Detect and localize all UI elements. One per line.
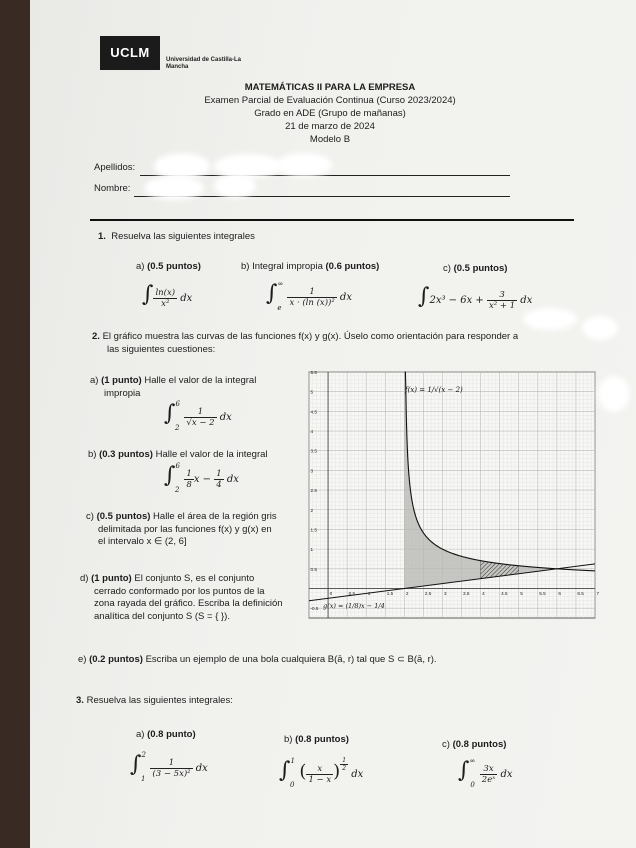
function-chart bbox=[309, 370, 600, 618]
exam-date: 21 de marzo de 2024 bbox=[285, 121, 375, 132]
exam-sheet bbox=[30, 0, 636, 848]
exam-title: MATEMÁTICAS II PARA LA EMPRESA bbox=[244, 82, 416, 93]
uclm-logo: UCLM bbox=[100, 36, 160, 70]
q1a-label: a) (0.5 puntos) bbox=[136, 261, 201, 272]
g-label: g(x) = (1/8)x − 1/4 bbox=[323, 602, 385, 610]
redaction-blot bbox=[158, 157, 206, 175]
q3-heading: 3. Resuelva las siguientes integrales: bbox=[76, 695, 233, 706]
q3c-label: c) (0.8 puntos) bbox=[442, 739, 507, 750]
y-tick-label: 4.5 bbox=[310, 409, 317, 415]
y-tick-label: 0.5 bbox=[310, 566, 317, 572]
exam-model: Modelo B bbox=[309, 134, 351, 145]
x-tick-label: 0.5 bbox=[348, 590, 356, 596]
x-tick-label: 5 bbox=[520, 590, 523, 596]
y-tick-label: 3.5 bbox=[310, 448, 317, 454]
redaction-blot bbox=[148, 180, 200, 196]
y-tick-label: 2.5 bbox=[310, 488, 317, 494]
q3a-integral: ∫$^2_1$ $\frac{1}{\text{(3 − 5x)²}}$ dx bbox=[130, 751, 208, 783]
redaction-blot bbox=[218, 178, 252, 194]
y-tick-label: 5.5 bbox=[310, 370, 317, 375]
y-tick-label: 5 bbox=[310, 389, 314, 395]
university-name: Universidad de Castilla-La Mancha bbox=[166, 57, 242, 70]
header-divider bbox=[90, 219, 574, 221]
surname-label: Apellidos: bbox=[94, 162, 136, 173]
degree: Grado en ADE (Grupo de mañanas) bbox=[254, 108, 406, 119]
q1b-integral: $\int^\infty_e$ $\frac{1}{\text{x · (ln (x))²}}$ dx bbox=[266, 280, 352, 312]
x-tick-label: 4.5 bbox=[501, 590, 508, 596]
q2a-integral: ∫$^6_2$ $\frac{1}{√x - 2}$ dx bbox=[164, 400, 232, 432]
q2b-text: b) (0.3 puntos) Halle el valor de la integral bbox=[88, 449, 268, 460]
y-tick-label: 4 bbox=[310, 429, 314, 435]
q2-intro-2: las siguientes cuestiones: bbox=[107, 344, 216, 355]
x-tick-label: 2 bbox=[405, 590, 409, 596]
q2a-text: a) (1 punto) Halle el valor de la integral impropia bbox=[90, 375, 257, 399]
exam-type: Examen Parcial de Evaluación Continua (Curso 2023/2024) bbox=[204, 95, 456, 106]
x-tick-label: 0 bbox=[329, 590, 333, 596]
redaction-blot bbox=[218, 158, 278, 174]
q2b-integral: ∫$^6_2$ $\frac{1}{8}$ x − $\frac{1}{4}$ dx bbox=[164, 462, 239, 494]
q1-heading: 1. Resuelva las siguientes integrales bbox=[98, 231, 255, 242]
x-tick-label: 3 bbox=[443, 590, 447, 596]
x-tick-label: 6 bbox=[558, 590, 561, 596]
x-tick-label: 1 bbox=[367, 590, 371, 596]
x-tick-label: 7 bbox=[596, 590, 600, 596]
q2d-text: d) (1 punto) El conjunto S, es el conjunto cerrado conformado por los puntos de la zona rayada del gráfico. Escriba la definición analítica del conjunto S (S = { }). bbox=[80, 573, 283, 622]
q2e-text: e) (0.2 puntos) Escriba un ejemplo de una bola cualquiera B(ā, r) tal que S ⊂ B(ā, r). bbox=[78, 654, 437, 665]
surname-field[interactable] bbox=[140, 175, 510, 176]
q1c-label: c) (0.5 puntos) bbox=[443, 263, 508, 274]
x-tick-label: 3.5 bbox=[463, 590, 470, 596]
redaction-blot bbox=[280, 157, 328, 173]
y-tick-label: 2 bbox=[310, 507, 314, 513]
name-label: Nombre: bbox=[94, 183, 131, 194]
x-tick-label: 4 bbox=[482, 590, 485, 596]
y-tick-label: 3 bbox=[310, 468, 314, 474]
x-tick-label: 1.5 bbox=[386, 590, 394, 596]
y-tick-label: 1.5 bbox=[310, 527, 317, 533]
q3b-integral: ∫$^1_0$( $\frac{x}{1 - x}$ ) $\frac{1}{2}$ dx bbox=[279, 757, 364, 789]
redaction-blot bbox=[602, 380, 626, 408]
y-tick-label: -0.5 bbox=[310, 606, 319, 612]
f-label: f(x) = 1/√(x − 2) bbox=[405, 386, 463, 394]
q3b-label: b) (0.8 puntos) bbox=[284, 734, 349, 745]
q1b-label: b) Integral impropia (0.6 puntos) bbox=[241, 261, 380, 272]
q1a-integral: ∫ $\frac{\ln(x)}{\text{x²}}$ dx bbox=[142, 282, 193, 309]
name-field[interactable] bbox=[134, 196, 510, 197]
redaction-blot bbox=[527, 312, 573, 326]
y-tick-label: 1 bbox=[310, 547, 314, 553]
q2c-text: c) (0.5 puntos) Halle el área de la región gris delimitada por las funciones f(x) y g(x) en el intervalo x ∈ (2, 6] bbox=[86, 511, 277, 547]
q3c-integral: $\int^\infty_0$ $\frac{3x}{\text{2eˣ}}$ dx bbox=[458, 757, 513, 789]
x-tick-label: 2.5 bbox=[424, 590, 432, 596]
redaction-blot bbox=[586, 320, 614, 336]
q1c-integral: ∫2x³ − 6x + $\frac{3}{\text{x² + 1}}$ dx bbox=[418, 284, 533, 311]
x-tick-label: 5.5 bbox=[539, 590, 546, 596]
q3a-label: a) (0.8 punto) bbox=[136, 729, 196, 740]
q2-intro: 2. El gráfico muestra las curvas de las funciones f(x) y g(x). Úselo como orientación para responder a bbox=[92, 331, 519, 342]
x-tick-label: 6.5 bbox=[577, 590, 584, 596]
